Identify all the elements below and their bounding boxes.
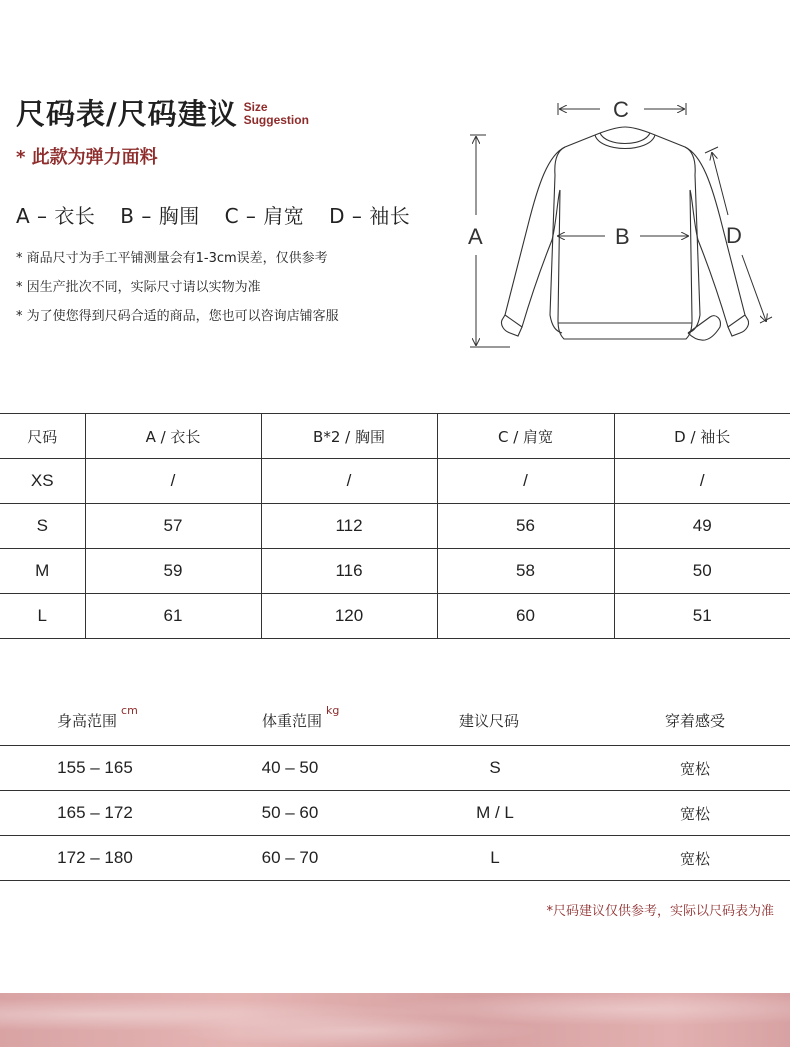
table-cell: 40 – 50 — [190, 746, 390, 791]
table-row — [0, 746, 790, 791]
table-cell: L — [0, 594, 85, 639]
legend-c: C – 肩宽 — [224, 204, 305, 228]
table-cell: 57 — [85, 504, 261, 549]
table-cell: 56 — [437, 504, 614, 549]
table-cell: 112 — [261, 504, 437, 549]
table-cell: 58 — [437, 549, 614, 594]
unit-kg: kg — [326, 704, 340, 717]
table-cell: 120 — [261, 594, 437, 639]
legend-d: D – 袖长 — [329, 204, 411, 228]
table-cell: S — [0, 504, 85, 549]
table-cell: / — [437, 459, 614, 504]
sweater-diagram — [460, 95, 780, 355]
table-cell: 宽松 — [600, 836, 790, 881]
header-height — [57, 704, 138, 731]
measurement-notes — [16, 250, 339, 337]
table-header-row — [0, 414, 790, 459]
table-cell: XS — [0, 459, 85, 504]
table-cell: 59 — [85, 549, 261, 594]
recommend-header — [0, 704, 790, 746]
table-cell: / — [261, 459, 437, 504]
table-cell: 165 – 172 — [0, 791, 190, 836]
size-table — [0, 413, 790, 639]
recommend-table — [0, 745, 790, 881]
diagram-label-c: C — [613, 97, 629, 122]
table-cell: 51 — [614, 594, 790, 639]
header-sleeve: D / 袖长 — [614, 414, 790, 459]
header-weight — [262, 704, 340, 731]
title-en-line1: Size — [243, 100, 268, 114]
header-length: A / 衣长 — [85, 414, 261, 459]
title-en-line2: Suggestion — [243, 113, 309, 127]
legend-a: A – 衣长 — [16, 204, 96, 228]
legend-b: B – 胸围 — [120, 204, 200, 228]
table-cell: 60 – 70 — [190, 836, 390, 881]
unit-cm: cm — [121, 704, 138, 717]
size-footnote: *尺码建议仅供参考，实际以尺码表为准 — [546, 904, 774, 919]
table-row — [0, 791, 790, 836]
table-cell: 宽松 — [600, 746, 790, 791]
table-row — [0, 594, 790, 639]
table-cell: M / L — [390, 791, 600, 836]
table-cell: 50 – 60 — [190, 791, 390, 836]
table-row — [0, 459, 790, 504]
table-cell: S — [390, 746, 600, 791]
diagram-label-a: A — [468, 224, 483, 249]
table-cell: 61 — [85, 594, 261, 639]
table-cell: 49 — [614, 504, 790, 549]
measurement-legend — [16, 200, 428, 229]
table-cell: L — [390, 836, 600, 881]
header-height-label: 身高范围 — [57, 712, 118, 730]
header-size-rec: 建议尺码 — [459, 712, 520, 730]
table-cell: / — [614, 459, 790, 504]
table-cell: 155 – 165 — [0, 746, 190, 791]
table-row — [0, 549, 790, 594]
fabric-texture-image — [0, 993, 790, 1047]
note-item: * 因生产批次不同，实际尺寸请以实物为准 — [16, 280, 261, 295]
header-chest: B*2 / 胸围 — [261, 414, 437, 459]
table-cell: / — [85, 459, 261, 504]
header-size: 尺码 — [0, 414, 85, 459]
table-cell: 宽松 — [600, 791, 790, 836]
header-fit: 穿着感受 — [665, 712, 726, 730]
table-cell: 50 — [614, 549, 790, 594]
header-shoulder: C / 肩宽 — [437, 414, 614, 459]
table-cell: M — [0, 549, 85, 594]
page-title-english — [244, 101, 309, 132]
page-title-block — [16, 96, 309, 132]
fabric-note: * 此款为弹力面料 — [16, 147, 158, 168]
page-title: 尺码表/尺码建议 — [16, 97, 238, 131]
header-weight-label: 体重范围 — [262, 712, 323, 730]
table-cell: 172 – 180 — [0, 836, 190, 881]
note-item: * 为了使您得到尺码合适的商品，您也可以咨询店铺客服 — [16, 309, 339, 324]
table-cell: 60 — [437, 594, 614, 639]
note-item: * 商品尺寸为手工平铺测量会有1-3cm误差，仅供参考 — [16, 251, 328, 266]
table-row — [0, 504, 790, 549]
diagram-label-b: B — [615, 224, 630, 249]
table-row — [0, 836, 790, 881]
table-cell: 116 — [261, 549, 437, 594]
diagram-label-d: D — [726, 223, 742, 248]
